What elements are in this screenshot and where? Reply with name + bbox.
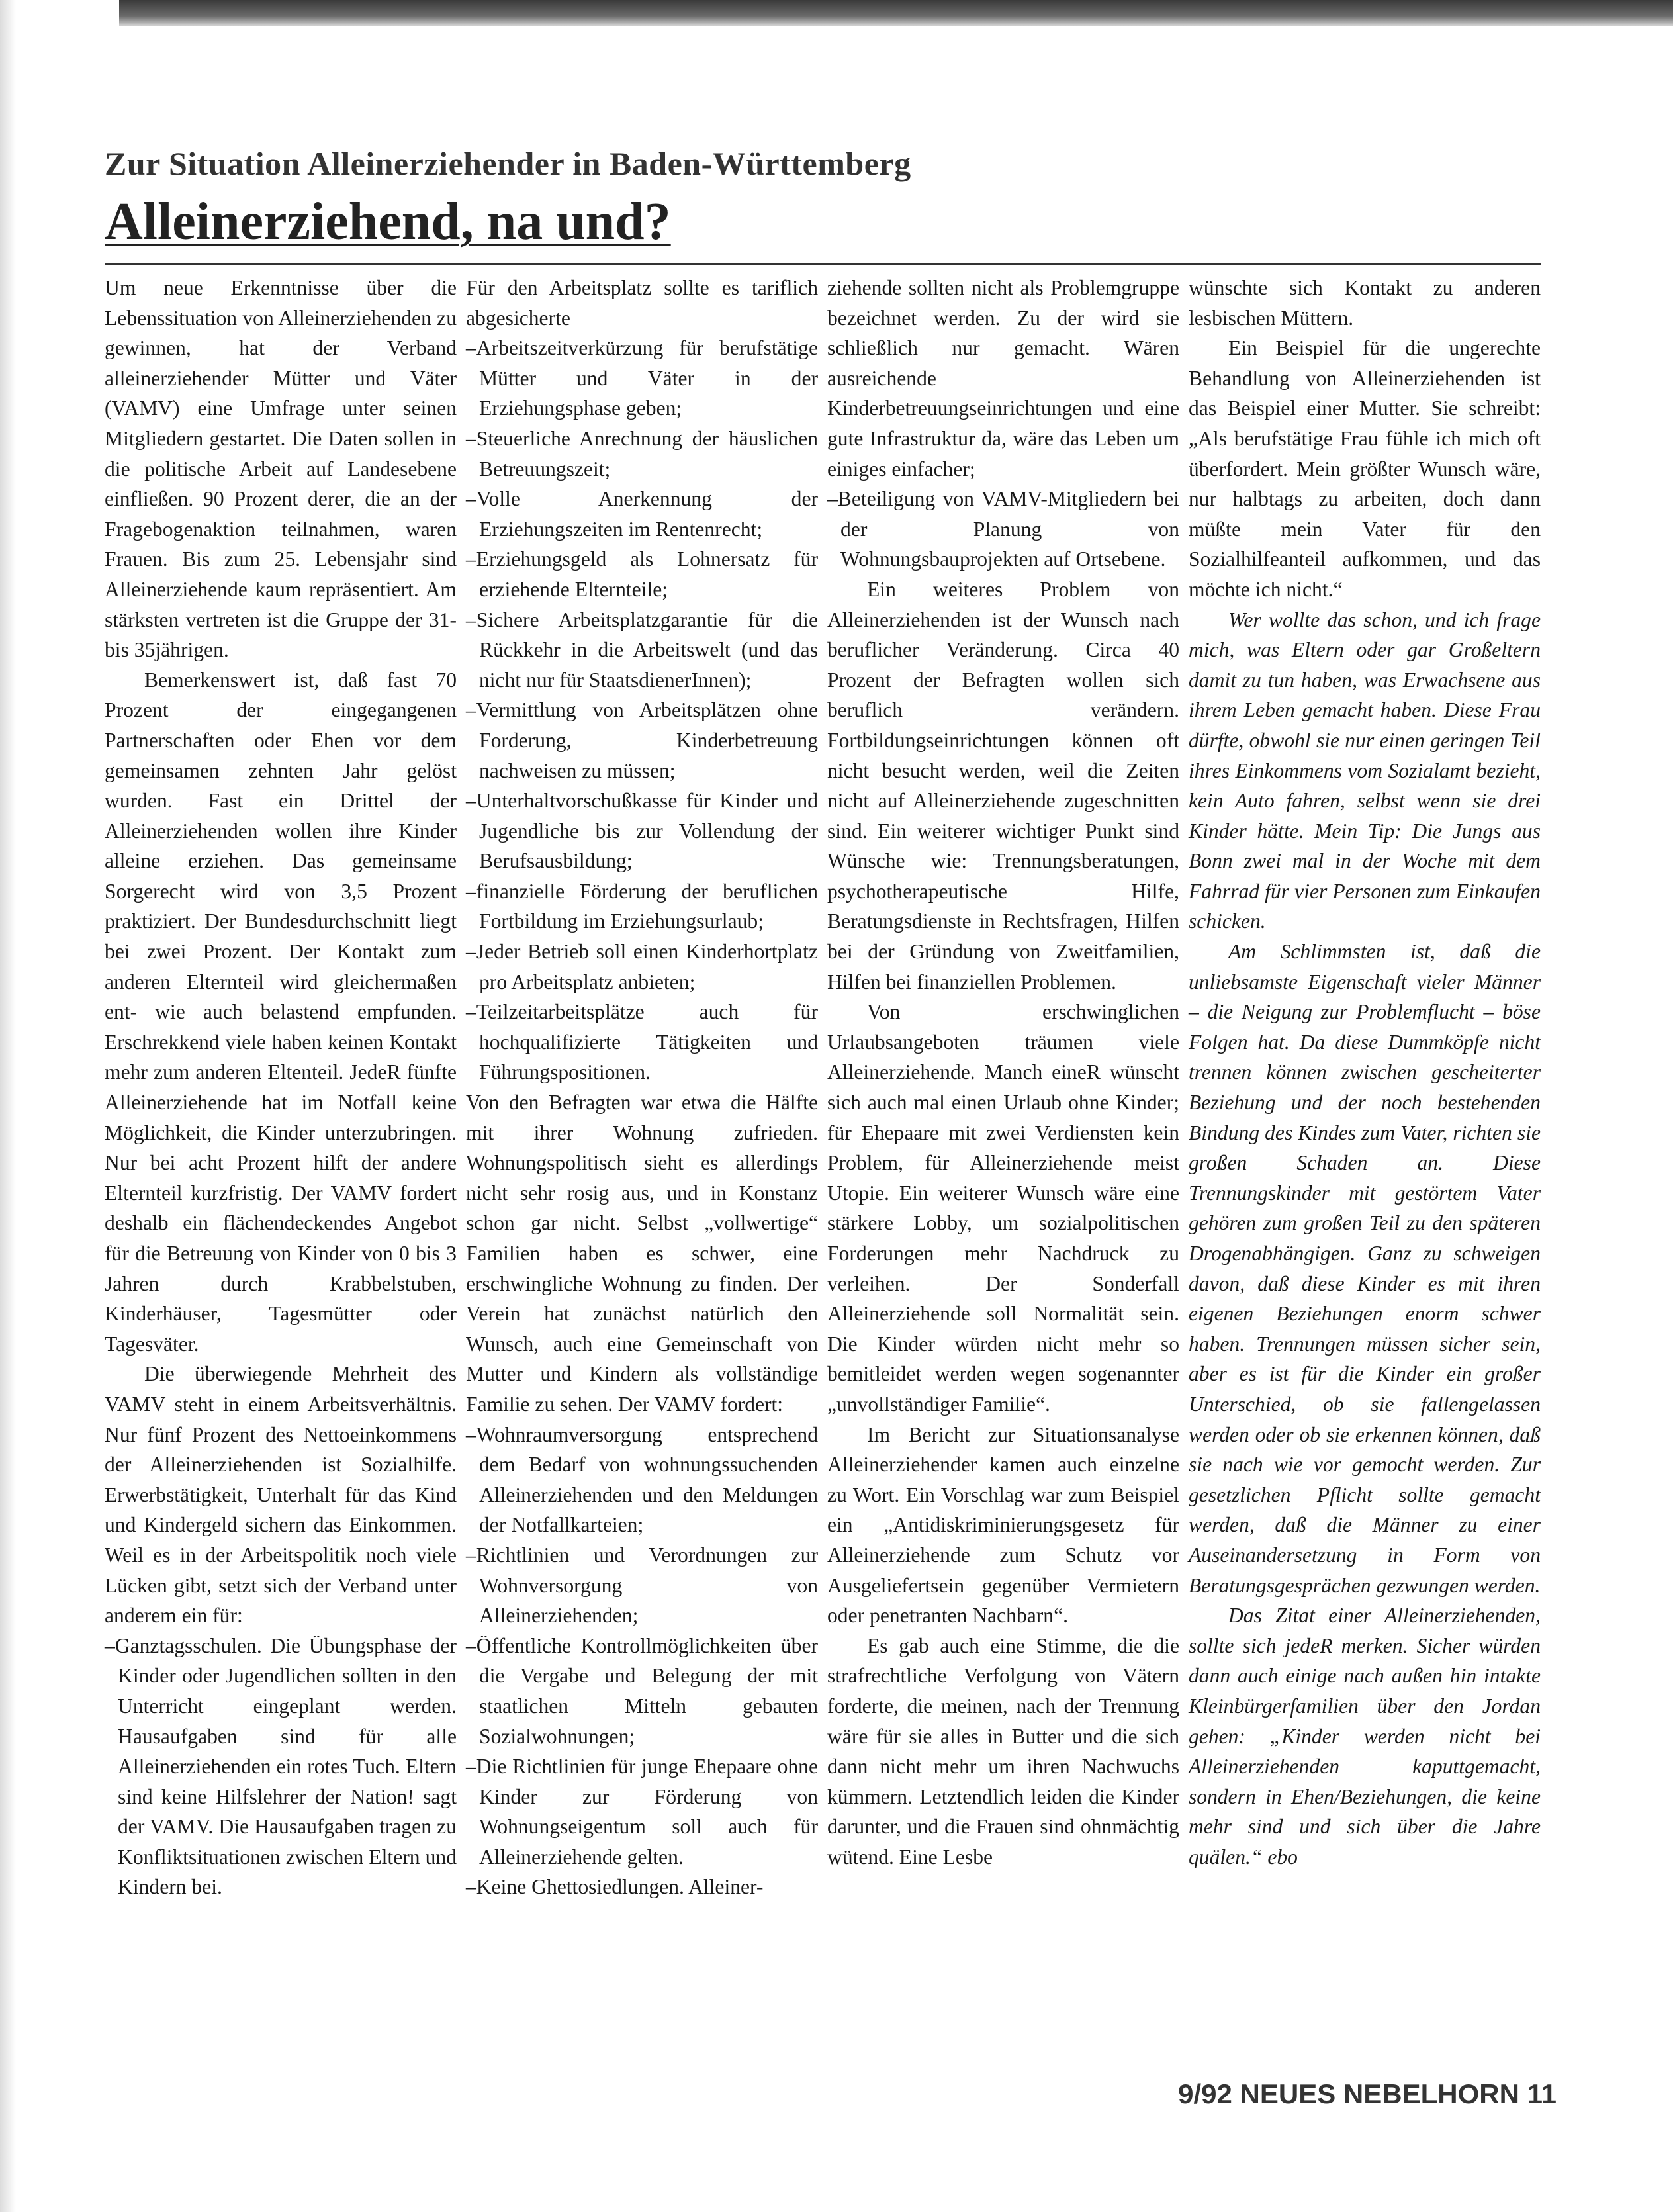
paragraph: Am Schlimmsten ist, daß die unliebsamste Eigenschaft vieler Männer – die Neigung zur Problemflucht – böse Folgen hat. Da diese Dummköpfe nicht trennen können zwischen gescheiterter Beziehung und der noch bestehenden Bindung des Kindes zum Vater, richten sie großen Schaden an. Diese Trennungskinder mit gestörtem Vater gehören zum großen Teil zu den späteren Drogenabhängigen. Ganz zu schweigen davon, daß diese Kinder es mit ihren eigenen Beziehungen enorm schwer haben. Trennungen müssen sicher sein, aber es ist für die Kinder ein großer Unterschied, ob sie fallengelassen werden oder ob sie erkennen können, daß sie nach wie vor gemocht werden. Zur gesetzlichen Pflicht sollte gemacht werden, daß die Männer zu einer Auseinandersetzung in Form von Beratungsgesprächen gezwungen werden. <box>1189 940 1541 1597</box>
list-item: –Die Richtlinien für junge Ehepaare ohne Kinder zur Förderung von Wohnungseigentum soll auch für Alleinerziehende gelten. <box>466 1755 818 1868</box>
paragraph: wünschte sich Kontakt zu anderen lesbischen Müttern. <box>1189 276 1541 330</box>
list-item: –Keine Ghettosiedlungen. Alleiner- <box>466 1875 764 1899</box>
article-kicker: Zur Situation Alleinerziehender in Baden-Württemberg <box>105 145 911 182</box>
paragraph: Ein Beispiel für die ungerechte Behandlung von Alleinerziehenden ist das Beispiel einer Mutter. Sie schreibt: „Als berufstätige Frau fühle ich mich oft überfordert. Mein größter Wunsch wäre, nur halbtags zu arbeiten, doch dann müßte mein Vater für den Sozialhilfeanteil aufkommen, und das möchte ich nicht.“ <box>1189 336 1541 601</box>
paragraph: Bemerkenswert ist, daß fast 70 Prozent der eingegangenen Partnerschaften oder Ehen vor dem gemeinsamen zehnten Jahr gelöst wurden. Fast ein Drittel der Alleinerziehenden wollen ihre Kinder alleine erziehen. Das gemeinsame Sorgerecht wird von 3,5 Prozent praktiziert. Der Bundesdurchschnitt liegt bei zwei Prozent. Der Kontakt zum anderen Elternteil wird gleichermaßen ent- wie auch belastend empfunden. Erschrekkend viele haben keinen Kontakt mehr zum anderen Eltenteil. JedeR fünfte Alleinerziehende hat im Notfall keine Möglichkeit, die Kinder unterzubringen. Nur bei acht Prozent hilft der andere Elternteil kurzfristig. Der VAMV fordert deshalb ein flächendeckendes Angebot für die Betreuung von Kinder von 0 bis 3 Jahren durch Krabbelstuben, Kinderhäuser, Tagesmütter oder Tagesväter. <box>105 668 457 1356</box>
paragraph: Von erschwinglichen Urlaubsangeboten träumen viele Alleinerziehende. Manch eineR wünscht sich auch mal einen Urlaub ohne Kinder; für Ehepaare mit zwei Verdiensten kein Problem, für Alleinerziehende meist Utopie. Ein weiterer Wunsch wäre eine stärkere Lobby, um sozialpolitischen Forderungen mehr Nachdruck zu verleihen. Der Sonderfall Alleinerziehende soll Normalität sein. Die Kinder würden nicht mehr so bemitleidet werden wegen sogenannter „unvollständiger Familie“. <box>827 1000 1179 1416</box>
article-body <box>105 273 1541 2060</box>
text-column-4 <box>1189 273 1541 2060</box>
paragraph: ziehende sollten nicht als Problemgruppe bezeichnet werden. Zu der wird sie schließlich nur gemacht. Wären ausreichende Kinderbetreuungseinrichtungen und eine gute Infrastruktur da, wäre das Leben um einiges einfacher; <box>827 276 1179 481</box>
paragraph: Im Bericht zur Situationsanalyse Alleinerziehender kamen auch einzelne zu Wort. Ein Vorschlag war zum Beispiel ein „Antidiskriminierungsgesetz für Alleinerziehende zum Schutz vor Ausgeliefertsein gegenüber Vermietern oder penetranten Nachbarn“. <box>827 1422 1179 1628</box>
list-item: –Beteiligung von VAMV-Mitgliedern bei der Planung von Wohnungsbauprojekten auf Ortsebene. <box>827 487 1179 571</box>
paragraph: Die überwiegende Mehrheit des VAMV steht in einem Arbeitsverhältnis. Nur fünf Prozent des Nettoeinkommens der Alleinerziehenden ist Sozialhilfe. Erwerbstätigkeit, Unterhalt für das Kind und Kindergeld sichern das Einkommen. Weil es in der Arbeitspolitik noch viele Lücken gibt, setzt sich der Verband unter anderem ein für: <box>105 1362 457 1628</box>
list-item: –Wohnraumversorgung entsprechend dem Bedarf von wohnungssuchenden Alleinerziehenden und den Meldungen der Notfallkarteien; <box>466 1422 818 1537</box>
scan-edge-top <box>119 0 1673 26</box>
list-item: –Volle Anerkennung der Erziehungszeiten im Rentenrecht; <box>466 487 818 541</box>
paragraph: Von den Befragten war etwa die Hälfte mit ihrer Wohnung zufrieden. Wohnungspolitisch sieht es allerdings nicht sehr rosig aus, und in Konstanz schon gar nicht. Selbst „vollwertige“ Familien haben es schwer, eine erschwingliche Wohnung zu finden. Der Verein hat zunächst natürlich den Wunsch, auch eine Gemeinschaft von Mutter und Kindern als vollständige Familie zu sehen. Der VAMV fordert: <box>466 1091 818 1416</box>
text-column-1 <box>105 273 457 2060</box>
list-item: –Unterhaltvorschußkasse für Kinder und Jugendliche bis zur Vollendung der Berufsausbildung; <box>466 789 818 873</box>
list-item: –finanzielle Förderung der beruflichen Fortbildung im Erziehungsurlaub; <box>466 879 818 933</box>
page-footer: 9/92 NEUES NEBELHORN 11 <box>1178 2078 1557 2109</box>
list-item: –Jeder Betrieb soll einen Kinderhortplatz pro Arbeitsplatz anbieten; <box>466 940 818 993</box>
list-item: –Ganztagsschulen. Die Übungsphase der Kinder oder Jugendlichen sollten in den Unterricht eingeplant werden. Hausaufgaben sind für alle Alleinerziehenden ein rotes Tuch. Eltern sind keine Hilfslehrer der Nation! sagt der VAMV. Die Hausaufgaben tragen zu Konfliktsituationen zwischen Eltern und Kindern bei. <box>105 1634 457 1899</box>
headline-rule <box>105 263 1541 265</box>
list-item: –Öffentliche Kontrollmöglichkeiten über die Vergabe und Belegung der mit staatlichen Mitteln gebauten Sozialwohnungen; <box>466 1634 818 1748</box>
text-column-3 <box>827 273 1179 2060</box>
list-item: –Steuerliche Anrechnung der häuslichen Betreuungszeit; <box>466 426 818 481</box>
paragraph: Ein weiteres Problem von Alleinerziehenden ist der Wunsch nach beruflicher Veränderung. Circa 40 Prozent der Befragten wollen sich beruflich verändern. Fortbildungseinrichtungen können oft nicht besucht werden, weil die Zeiten nicht auf Alleinerziehende zugeschnitten sind. Ein weiterer wichtiger Punkt sind Wünsche wie: Trennungsberatungen, psychotherapeutische Hilfe, Beratungsdienste in Rechtsfragen, Hilfen bei der Gründung von Zweitfamilien, Hilfen bei finanziellen Problemen. <box>827 577 1179 993</box>
paragraph: Es gab auch eine Stimme, die die strafrechtliche Verfolgung von Vätern forderte, die meinen, nach der Trennung wäre für sie alles in Butter und die sich dann nicht mehr um ihren Nachwuchs kümmern. Letztendlich leiden die Kinder darunter, und die Frauen sind ohnmächtig wütend. Eine Lesbe <box>827 1634 1179 1868</box>
list-item: –Arbeitszeitverkürzung für berufstätige Mütter und Väter in der Erziehungsphase geben; <box>466 336 818 420</box>
paragraph: Um neue Erkenntnisse über die Lebenssituation von Alleinerziehenden zu gewinnen, hat der Verband alleinerziehender Mütter und Väter (VAMV) eine Umfrage unter seinen Mitgliedern gestartet. Die Daten sollen in die politische Arbeit auf Landesebene einfließen. 90 Prozent derer, die an der Fragebogenaktion teilnahmen, waren Frauen. Bis zum 25. Lebensjahr sind Alleinerziehende kaum repräsentiert. Am stärksten vertreten ist die Gruppe der 31- bis 35jährigen. <box>105 276 457 662</box>
article-headline: Alleinerziehend, na und? <box>105 193 671 251</box>
list-item: –Sichere Arbeitsplatzgarantie für die Rückkehr in die Arbeitswelt (und das nicht nur für StaatsdienerInnen); <box>466 608 818 692</box>
paragraph: Für den Arbeitsplatz sollte es tariflich abgesicherte <box>466 276 818 330</box>
list-item: –Vermittlung von Arbeitsplätzen ohne Forderung, Kinderbetreuung nachweisen zu müssen; <box>466 698 818 782</box>
paragraph: Wer wollte das schon, und ich frage mich, was Eltern oder gar Großeltern damit zu tun haben, was Erwachsene aus ihrem Leben gemacht haben. Diese Frau dürfte, obwohl sie nur einen geringen Teil ihres Einkommens vom Sozialamt bezieht, kein Auto fahren, selbst wenn sie drei Kinder hätte. Mein Tip: Die Jungs aus Bonn zwei mal in der Woche mit dem Fahrrad für vier Personen zum Einkaufen schicken. <box>1189 608 1541 933</box>
text-column-2 <box>466 273 818 2060</box>
list-item: –Teilzeitarbeitsplätze auch für hochqualifizierte Tätigkeiten und Führungspositionen. <box>466 1000 818 1084</box>
scan-edge-left <box>0 0 16 2212</box>
list-item: –Erziehungsgeld als Lohnersatz für erziehende Elternteile; <box>466 547 818 601</box>
paragraph: Das Zitat einer Alleinerziehenden, sollte sich jedeR merken. Sicher würden dann auch einige nach außen hin intakte Kleinbürgerfamilien über den Jordan gehen: „Kinder werden nicht bei Alleinerziehenden kaputtgemacht, sondern in Ehen/Beziehungen, die keine mehr sind und sich über die Jahre quälen.“ ebo <box>1189 1604 1541 1868</box>
list-item: –Richtlinien und Verordnungen zur Wohnversorgung von Alleinerziehenden; <box>466 1543 818 1628</box>
